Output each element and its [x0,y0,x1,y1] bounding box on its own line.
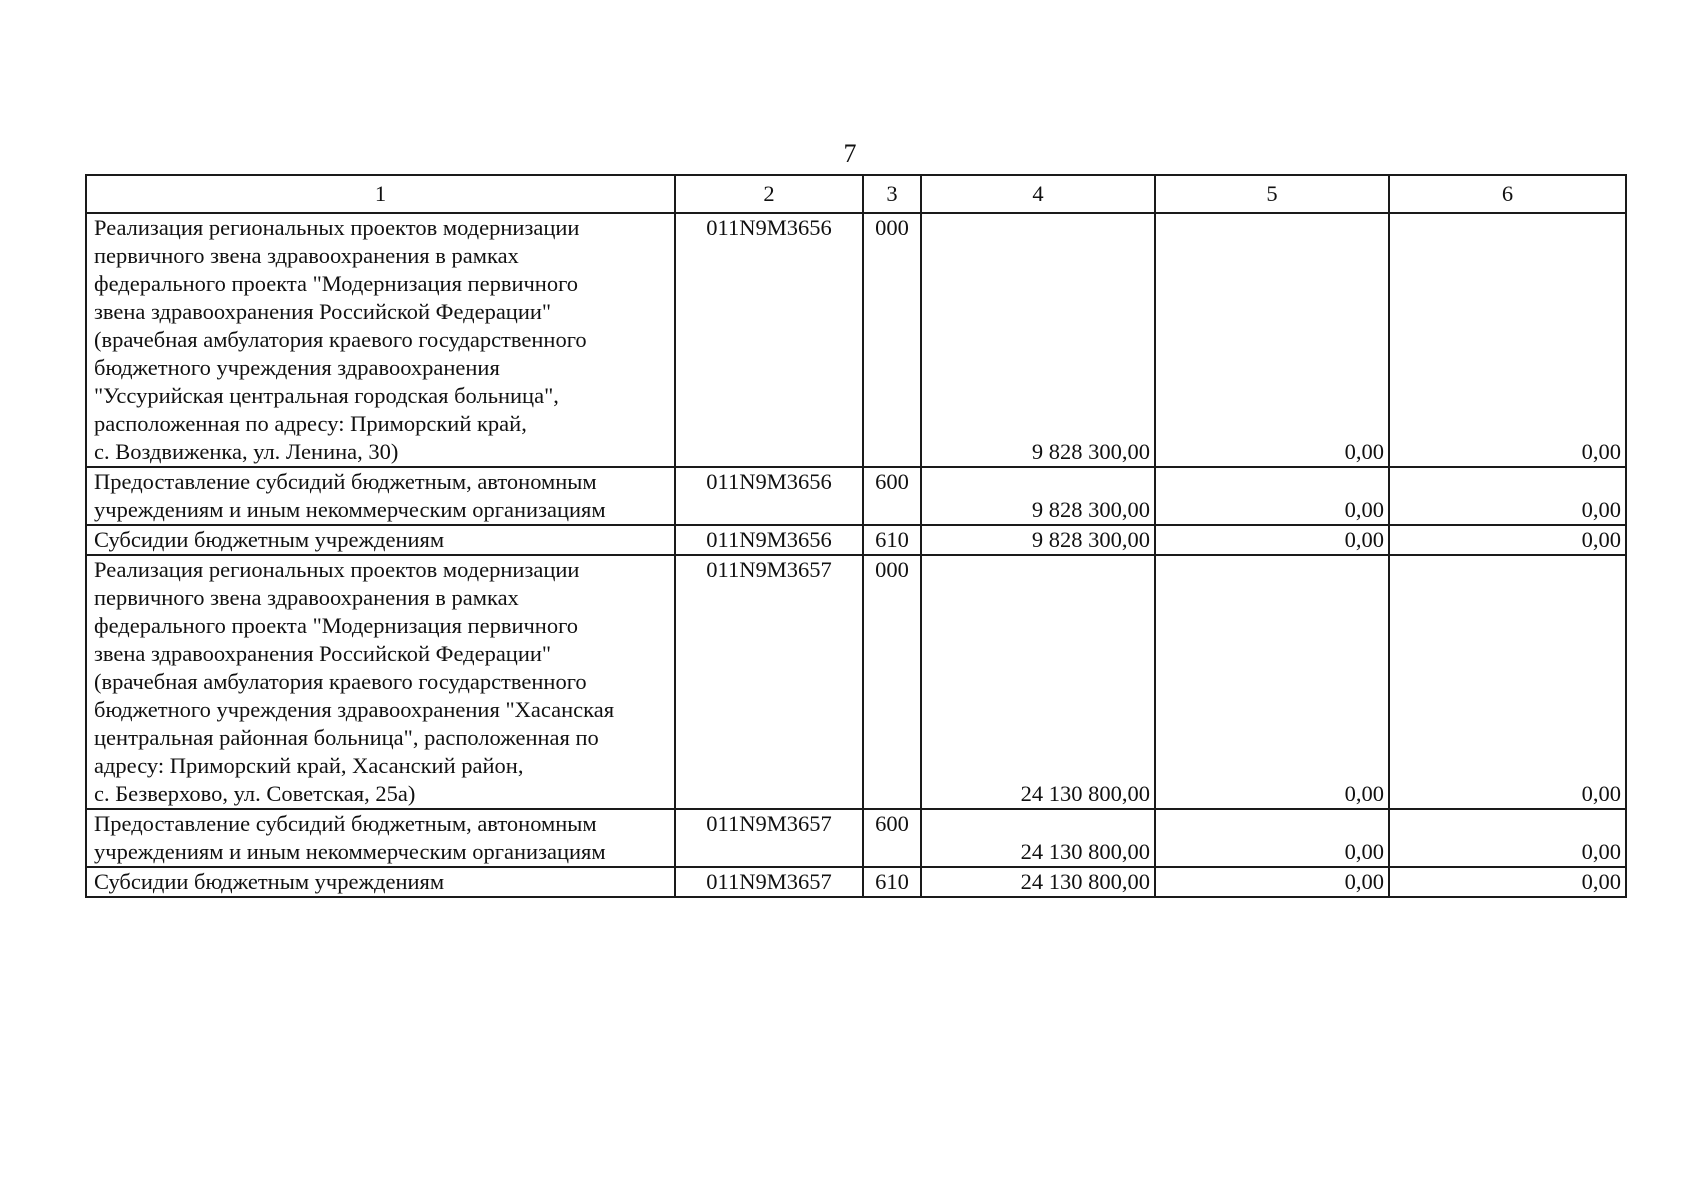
row-name-line: федерального проекта "Модернизация первичного [94,613,579,638]
row-name-line: "Уссурийская центральная городская больница", [94,383,559,408]
row-name-line: расположенная по адресу: Приморский край, [94,411,527,436]
row-name-line: Предоставление субсидий бюджетным, автономным [94,469,597,494]
row-name-line: с. Безверхово, ул. Советская, 25а) [94,781,416,806]
row-name-line: (врачебная амбулатория краевого государственного [94,327,587,352]
row-name-line: первичного звена здравоохранения в рамках [94,243,519,268]
row-name-line: Реализация региональных проектов модернизации [94,557,580,582]
row-name-line: Субсидии бюджетным учреждениям [94,527,445,552]
row-col6-cell: 0,00 [1389,213,1626,467]
row-name-cell [86,555,675,809]
row-kind-cell: 000 [863,213,921,467]
row-name-line: федерального проекта "Модернизация первичного [94,271,579,296]
row-kind-cell: 000 [863,555,921,809]
row-kind-cell: 610 [863,867,921,897]
header-cell-4: 4 [921,175,1155,213]
row-kind-cell: 610 [863,525,921,555]
row-col6-cell: 0,00 [1389,809,1626,867]
row-name-line: (врачебная амбулатория краевого государственного [94,669,587,694]
row-col4-cell: 9 828 300,00 [921,467,1155,525]
row-name-line: бюджетного учреждения здравоохранения [94,355,500,380]
table-row [86,213,1626,467]
row-col5-cell: 0,00 [1155,555,1389,809]
row-kind-cell: 600 [863,809,921,867]
table-row [86,555,1626,809]
table-row [86,525,1626,555]
row-name-cell [86,809,675,867]
row-col5-cell: 0,00 [1155,467,1389,525]
row-name-cell [86,525,675,555]
row-col6-cell: 0,00 [1389,555,1626,809]
header-cell-5: 5 [1155,175,1389,213]
row-name-cell [86,213,675,467]
row-name-line: с. Воздвиженка, ул. Ленина, 30) [94,439,399,464]
header-cell-3: 3 [863,175,921,213]
row-name-line: Субсидии бюджетным учреждениям [94,869,445,894]
row-col5-cell: 0,00 [1155,867,1389,897]
header-cell-1: 1 [86,175,675,213]
row-col4-cell: 9 828 300,00 [921,213,1155,467]
row-col4-cell: 24 130 800,00 [921,555,1155,809]
row-col5-cell: 0,00 [1155,213,1389,467]
table-row [86,467,1626,525]
row-name-line: звена здравоохранения Российской Федерации" [94,299,552,324]
row-name-line: Реализация региональных проектов модернизации [94,215,580,240]
budget-table [85,174,1627,898]
row-name-cell [86,467,675,525]
header-cell-6: 6 [1389,175,1626,213]
table-row [86,809,1626,867]
row-code-cell: 011N9M3656 [675,213,863,467]
table-row [86,867,1626,897]
row-col4-cell: 24 130 800,00 [921,867,1155,897]
header-row [86,175,1626,213]
row-code-cell: 011N9M3657 [675,809,863,867]
row-name-line: учреждениям и иным некоммерческим организациям [94,839,606,864]
row-name-line: адресу: Приморский край, Хасанский район, [94,753,524,778]
row-col4-cell: 24 130 800,00 [921,809,1155,867]
row-code-cell: 011N9M3656 [675,467,863,525]
row-name-line: Предоставление субсидий бюджетным, автономным [94,811,597,836]
row-name-line: звена здравоохранения Российской Федерации" [94,641,552,666]
row-kind-cell: 600 [863,467,921,525]
row-col5-cell: 0,00 [1155,525,1389,555]
header-cell-2: 2 [675,175,863,213]
row-col4-cell: 9 828 300,00 [921,525,1155,555]
row-name-line: первичного звена здравоохранения в рамках [94,585,519,610]
row-col5-cell: 0,00 [1155,809,1389,867]
row-code-cell: 011N9M3657 [675,867,863,897]
row-col6-cell: 0,00 [1389,467,1626,525]
row-name-line: учреждениям и иным некоммерческим организациям [94,497,606,522]
page-number: 7 [843,139,857,168]
row-name-line: бюджетного учреждения здравоохранения "Хасанская [94,697,615,722]
row-col6-cell: 0,00 [1389,867,1626,897]
row-code-cell: 011N9M3657 [675,555,863,809]
row-col6-cell: 0,00 [1389,525,1626,555]
row-name-line: центральная районная больница", расположенная по [94,725,599,750]
row-code-cell: 011N9M3656 [675,525,863,555]
row-name-cell [86,867,675,897]
